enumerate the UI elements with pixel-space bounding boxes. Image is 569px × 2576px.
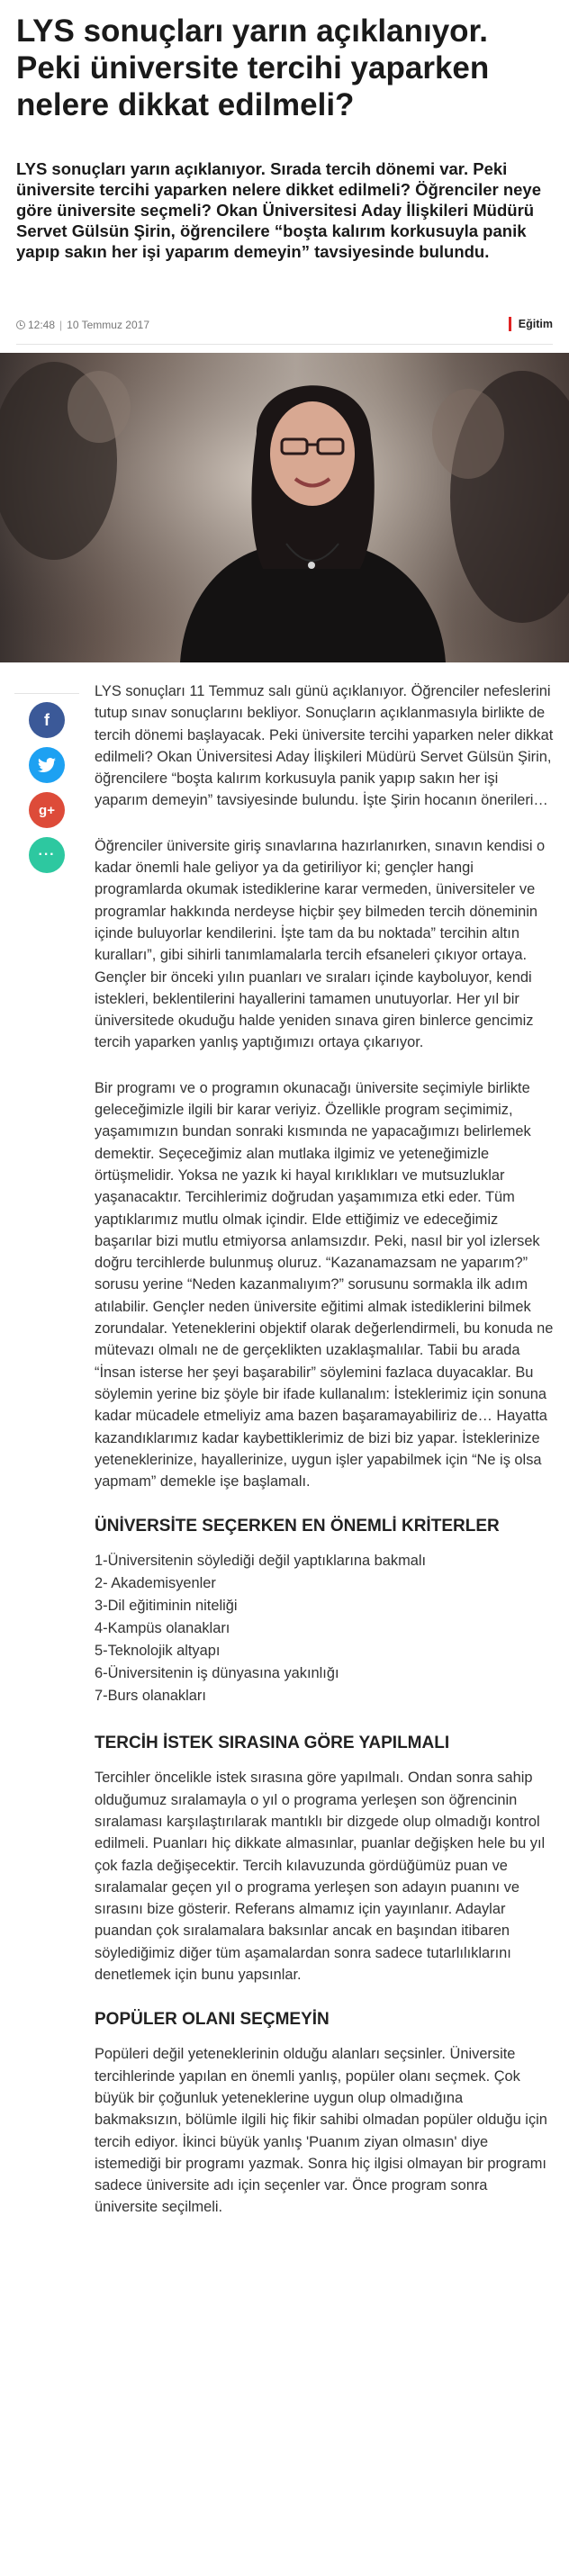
publish-time: 12:48 — [28, 319, 56, 331]
list-item: 2- Akademisyenler — [95, 1575, 216, 1592]
category-link[interactable]: Eğitim — [509, 317, 553, 331]
section-heading-popular: POPÜLER OLANI SEÇMEYİN — [95, 2010, 330, 2030]
list-item: 1-Üniversitenin söylediği değil yaptıklarına bakmalı — [95, 1553, 427, 1570]
body-paragraph-1: LYS sonuçları 11 Temmuz salı günü açıklanıyor. Öğrenciler nefeslerini tutup sınav sonuçlarını bekliyor. Sonuçların açıklanmasıyla birlikte de tercih dönemi başlayacak. Peki üniversite tercihi yaparken neler dikkat edilmeli? Okan Üniversitesi Aday İlişkileri Müdürü Servet Gülsün Şirin, öğrencilere “boşta kalırım korkusuyla panik yapıp sakın her işi yaparım demeyin” tavsiyesinde bulundu. İşte Şirin hocanın önerileri… — [95, 683, 554, 809]
ellipsis-icon: ··· — [38, 847, 56, 862]
body-paragraph-3: Bir programı ve o programın okunacağı üniversite seçimiyle birlikte geleceğimizle ilgili bir karar veriyiz. Özellikle program seçimimiz, yaşamımızın bundan sonraki kısmında ne yapacağımızı belirlemek demektir. Seçeceğimiz alan mutlaka ilgimiz ve yeteneğimizle örtüşmelidir. Yoksa ne yazık ki hayal kırıklıkları ve mutsuzluklar yaşanacaktır. Tercihlerimiz doğrudan yaşamımıza etki eder. Tüm yaptıklarımız mutlu olmak içindir. Elde ettiğimiz ve edeceğimiz başarılar bizi mutlu etmiyorsa anlamsızdır. Peki, nasıl bir yol izlersek doğru tercihlerde bulunmuş oluruz. “Kazanamazsam ne yaparım?” sorusu yerine “Neden kazanmalıyım?” sorusunu sormakla ilk adım atılabilir. Gençler neden üniversite eğitimi almak istediklerini bilmek zorundalar. Yeteneklerini objektif olarak değerlendirmeli, bu konuda ne mütevazı olmalı ne de gerçeklikten uzaklaşmalılar. Tabii bu arada “İnsan isterse her şeyi başarabilir” söylemini fazlaca duyacaklar. Bu söylemin yerine biz şöyle bir ifade kullanalım: İsteklerimiz için sonuna kadar mücadele etmeliyiz ama bazen başaramayabiliriz de… Hayatta kazandıklarımız kadar kaybettiklerimiz de bizi biz yapar. İsteklerinize yeteneklerinize, hayallerinize, uygun işler yapabilmek için “Ne iş olsa yapmam” demekle işe başlamalı. — [95, 1079, 554, 1491]
body-paragraph-5: Popüleri değil yeteneklerinin olduğu alanları seçsinler. Üniversite tercihlerinde yapılan en önemli yanlış, popüler olanı seçmek. Çok büyük bir çoğunluk yeteneklerine uygun olup olmadığına bakmaksızın, bölümle ilgili hiç fikir sahibi olmadan popüler olduğu için tercih ediyor. İkinci büyük yanlış 'Puanım ziyan olmasın' diye istemediği bir programı yazmak. Sonra hiç ilgisi olmayan bir programı sadece üniversite adı için seçenler var. Önce program sonra üniversite seçilmeli. — [95, 2046, 547, 2216]
share-bar — [29, 702, 65, 882]
article-body — [95, 680, 554, 2242]
more-share-button[interactable] — [29, 837, 65, 873]
list-item: 5-Teknolojik altyapı — [95, 1643, 221, 1660]
publish-date: 10 Temmuz 2017 — [67, 319, 149, 331]
section-heading-order: TERCİH İSTEK SIRASINA GÖRE YAPILMALI — [95, 1734, 450, 1753]
body-paragraph-4: Tercihler öncelikle istek sırasına göre yapılmalı. Ondan sonra sahip olduğumuz sıralamayla o yıl o programa yerleşen son öğrencinin sıralaması karşılaştırılarak mantıklı bir dizgede olup olmadığı kontrol edilmeli. Puanları hiç dikkate almasınlar, puanlar değişken hele bu yıl çok fazla değişecektir. Tercih kılavuzunda gördüğümüz puan ve sıralamalar geçen yıl o programa yerleşen son adayın puanını ve sırasını bize gösterir. Referans almamız için yayınlanır. Adaylar puandan çok sıralamalara baksınlar ancak en başından itibaren söylediğimiz diğer tüm aşamalardan sonra sadece tutarlılıklarını denetlemek için bunu yapsınlar. — [95, 1770, 546, 1984]
criteria-list — [95, 1550, 554, 1707]
article-lead: LYS sonuçları yarın açıklanıyor. Sırada tercih dönemi var. Peki üniversite tercihi yaparken nelere dikket edilmeli? Öğrenciler neye göre üniversite seçmeli? Okan Üniversitesi Aday İlişkileri Müdürü Servet Gülsün Şirin, öğrencilere “boşta kalırım korkusuyla panik yapıp sakın her işi yaparım demeyin” tavsiyesinde bulundu. — [16, 159, 542, 261]
portrait-illustration — [0, 353, 569, 662]
facebook-icon: f — [44, 710, 50, 729]
publish-info — [16, 319, 149, 331]
list-item: 4-Kampüs olanakları — [95, 1620, 230, 1637]
body-paragraph-2: Öğrenciler üniversite giriş sınavlarına hazırlanırken, sınavın kendisi o kadar önemli hale geliyor ya da getiriliyor ki; gençler hangi programlarda okumak istediklerine karar vermeden, üniversiteler ve programlar hakkında nerdeyse hiçbir şey bilmeden tercih döneminin içinde buluyorlar kendilerini. İşte tam da bu noktada” tercihin altın kuralları”, gibi sihirli tanımlamalarla tercih efsaneleri çıkıyor ortaya. Gençler bir önceki yılın puanları ve sıraları içinde kayboluyor, kendi istekleri, beklentilerini hayallerini tamamen unutuyorlar. Her yıl bir üniversitede okuduğu halde yeniden sınava giren binlerce gencimiz tercih yaparken yanlış yaptığımızı ortaya çıkarıyor. — [95, 837, 546, 1051]
meta-separator: | — [59, 319, 63, 331]
googleplus-icon: g+ — [39, 802, 55, 818]
list-item: 7-Burs olanakları — [95, 1688, 206, 1705]
twitter-icon — [38, 758, 56, 772]
article-meta — [16, 315, 553, 335]
share-divider — [14, 693, 79, 694]
section-heading-criteria: ÜNİVERSİTE SEÇERKEN EN ÖNEMLİ KRİTERLER — [95, 1517, 500, 1536]
article-title: LYS sonuçları yarın açıklanıyor. Peki üniversite tercihi yaparken nelere dikkat edilmeli? — [16, 14, 490, 122]
twitter-share-button[interactable] — [29, 747, 65, 783]
list-item: 6-Üniversitenin iş dünyasına yakınlığı — [95, 1665, 339, 1682]
googleplus-share-button[interactable] — [29, 792, 65, 828]
list-item: 3-Dil eğitiminin niteliği — [95, 1598, 238, 1615]
hero-image — [0, 353, 569, 662]
facebook-share-button[interactable] — [29, 702, 65, 738]
meta-divider — [16, 344, 553, 345]
clock-icon — [16, 320, 25, 329]
